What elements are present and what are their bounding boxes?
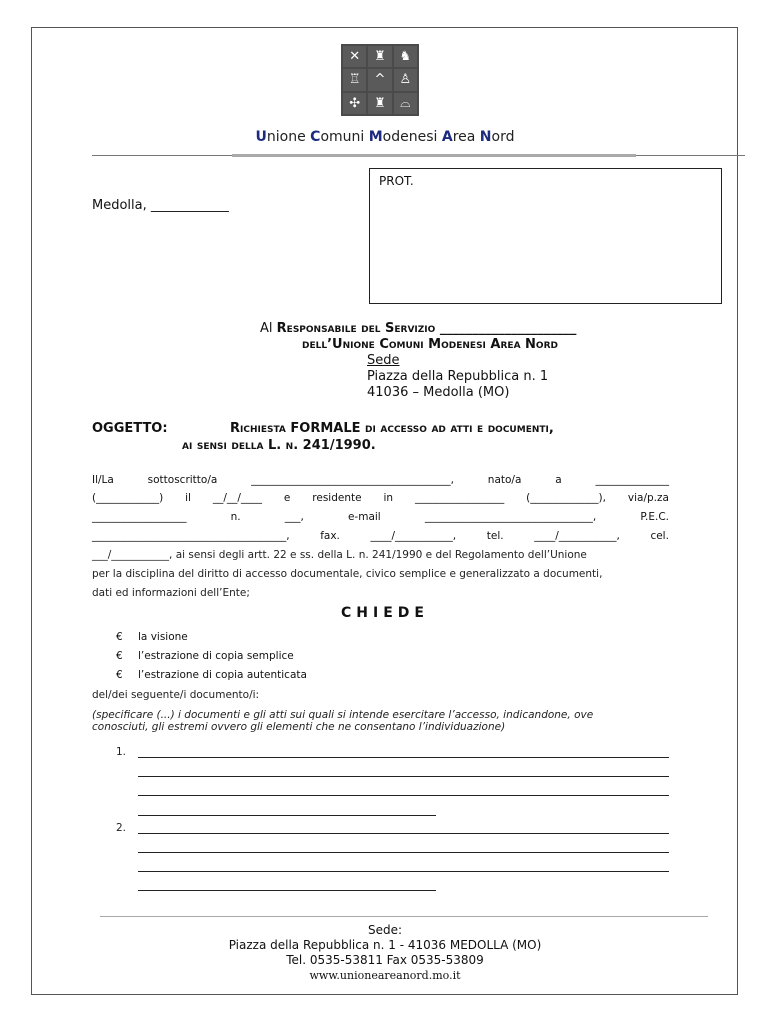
header-divider-accent [232,154,636,157]
coat-of-arms-logo [341,44,419,116]
chiede-heading: CHIEDE [341,605,429,621]
lion-icon: ♞ [394,46,417,67]
recipient-prefix: Al [260,321,273,336]
boat-icon: ⌓ [394,93,417,114]
form-token: (_____________), [526,492,606,504]
form-token: in [383,492,394,504]
subject-line-2: ai sensi della L. n. 241/1990. [182,438,376,453]
bird-icon: ✕ [343,46,366,67]
castle-icon: ♜ [368,93,391,114]
form-token: tel. [486,530,504,542]
document-line[interactable] [138,776,669,777]
place-date-field[interactable]: Medolla, ____________ [92,198,229,213]
form-token: a [555,474,562,486]
form-token: ________________________________, [424,511,597,523]
paragraph-line-2: per la disciplina del diritto di accesso documentale, civico semplice e generalizzato a documenti, [92,568,603,580]
form-token: _____________________________________, [92,530,290,542]
list-number-2: 2. [116,822,127,834]
document-line[interactable] [138,815,436,816]
recipient-address [260,321,576,401]
checkbox-icon[interactable]: € [116,631,123,643]
plant-icon: ✣ [343,93,366,114]
form-line-2[interactable] [92,492,669,504]
form-token: nato/a [487,474,522,486]
instructions-line-1: (specificare (...) i documenti e gli atti sui quali si intende esercitare l’accesso, indicandone, ove [92,709,594,721]
form-token: fax. [320,530,340,542]
form-token: (____________) [92,492,164,504]
footer-divider [100,916,708,917]
form-token: ____/___________, [370,530,457,542]
bridge-icon: ♜ [368,46,391,67]
footer-address: Piazza della Repubblica n. 1 - 41036 MEDOLLA (MO) [228,938,542,952]
form-token: e-mail [347,511,381,523]
document-line[interactable] [138,890,436,891]
form-token: ______________ [595,474,669,486]
form-token: ______________________________________, [251,474,454,486]
recipient-city: 41036 – Medolla (MO) [367,385,510,400]
form-line-1[interactable] [92,474,669,486]
document-line[interactable] [138,852,669,853]
recipient-sede: Sede [367,353,400,368]
option-label: l’estrazione di copia autenticata [138,669,307,681]
form-token: e [283,492,291,504]
instructions-line-2: conosciuti, gli estremi ovvero gli elementi che ne consentano l’individuazione) [92,721,506,733]
form-token: via/p.za [627,492,669,504]
option-visione[interactable] [116,631,188,643]
form-token: ____/___________, [534,530,620,542]
document-line[interactable] [138,795,669,796]
recipient-street: Piazza della Repubblica n. 1 [367,369,549,384]
form-line-3[interactable] [92,511,669,523]
protocol-box [369,168,722,304]
form-token: ___, [284,511,304,523]
subject-label: OGGETTO: [92,421,168,436]
paragraph-line-1: ___/___________, ai sensi degli artt. 22 e ss. della L. n. 241/1990 e del Regolamento dell’Unione [92,549,587,561]
option-copia-semplice[interactable] [116,650,294,662]
recipient-title: Responsabile del Servizio _____________________ [276,321,577,336]
footer-phone: Tel. 0535-53811 Fax 0535-53809 [286,953,484,967]
form-token: n. [230,511,241,523]
checkbox-icon[interactable]: € [116,650,123,662]
protocol-label: PROT. [379,174,414,188]
figure-icon: ♙ [394,69,417,90]
option-copia-autenticata[interactable] [116,669,307,681]
form-token: sottoscritto/a [147,474,218,486]
footer-website[interactable]: www.unioneareanord.mo.it [309,969,461,982]
document-line[interactable] [138,871,669,872]
checkbox-icon[interactable]: € [116,669,123,681]
tower-icon: ♖ [343,69,366,90]
form-token: residente [312,492,362,504]
option-label: la visione [138,631,188,643]
form-token: Il/La [92,474,114,486]
list-number-1: 1. [116,746,127,758]
document-line[interactable] [138,833,669,834]
documents-intro: del/dei seguente/i documento/i: [92,689,260,701]
option-label: l’estrazione di copia semplice [138,650,294,662]
organization-name: Unione Comuni Modenesi Area Nord [255,129,515,145]
form-token: __/__/____ [212,492,262,504]
roof-icon: ^ [368,69,391,90]
form-token: il [185,492,191,504]
paragraph-line-3: dati ed informazioni dell’Ente; [92,587,250,599]
recipient-org: dell’Unione Comuni Modenesi Area Nord [302,337,558,352]
subject-line-1: Richiesta FORMALE di accesso ad atti e documenti, [230,421,554,436]
form-token: _________________ [415,492,505,504]
footer-sede: Sede: [367,923,403,937]
form-token: __________________ [92,511,187,523]
form-token: P.E.C. [640,511,669,523]
form-token: cel. [650,530,669,542]
form-line-4[interactable] [92,530,669,542]
document-line[interactable] [138,757,669,758]
